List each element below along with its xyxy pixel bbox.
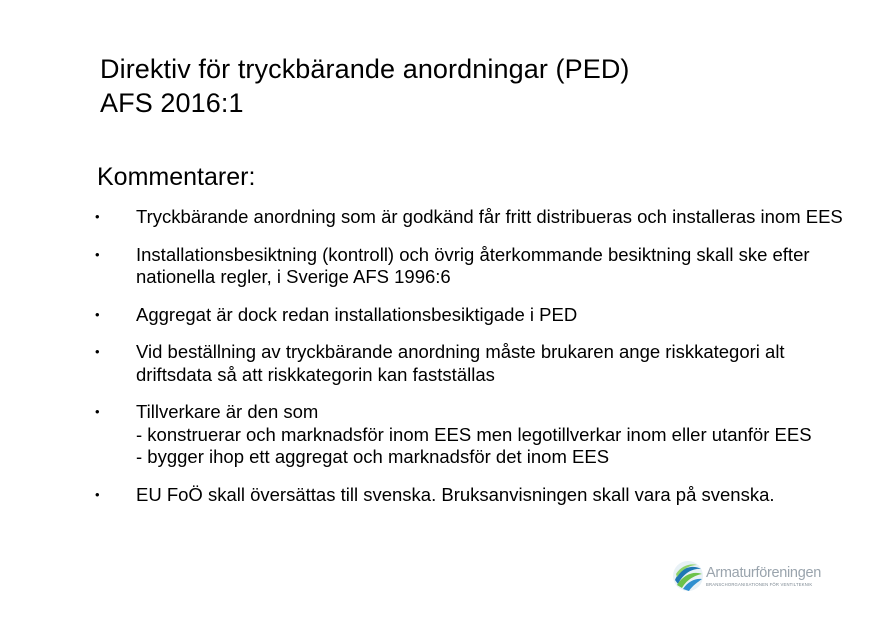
bullet-marker: • — [95, 246, 100, 262]
bullet-item — [95, 206, 855, 229]
bullet-text: EU FoÖ skall översättas till svenska. Bruksanvisningen skall vara på svenska. — [136, 483, 775, 505]
title-line-1: Direktiv för tryckbärande anordningar (PED) — [100, 54, 630, 84]
section-heading: Kommentarer: — [97, 163, 256, 191]
bullet-item — [95, 341, 855, 386]
bullet-item — [95, 304, 855, 327]
bullet-item — [95, 244, 855, 289]
bullet-marker: • — [95, 486, 100, 502]
bullet-text: Vid beställning av tryckbärande anordning måste brukaren ange riskkategori alt driftsdata så att riskkategorin kan fastställas — [136, 341, 785, 385]
bullet-text: Tillverkare är den som - konstruerar och marknadsför inom EES men legotillverkar inom eller utanför EES - bygger ihop ett aggregat och marknadsför det inom EES — [136, 401, 812, 467]
slide-title — [100, 52, 630, 120]
bullet-text: Tryckbärande anordning som är godkänd får fritt distribueras och installeras inom EES — [136, 206, 843, 227]
title-line-2: AFS 2016:1 — [100, 88, 244, 118]
bullet-text: Aggregat är dock redan installationsbesiktigade i PED — [136, 303, 578, 325]
bullet-marker: • — [95, 306, 100, 322]
bullet-marker: • — [95, 344, 100, 359]
bullet-item — [95, 401, 855, 469]
bullet-marker: • — [95, 404, 100, 419]
globe-logo-icon — [672, 560, 704, 592]
armaturforeningen-logo — [672, 558, 832, 594]
logo-tagline: BRANSCHORGANISATIONEN FÖR VENTILTEKNIK — [706, 581, 813, 587]
bullet-item — [95, 484, 855, 507]
bullet-list — [95, 206, 855, 521]
logo-text — [706, 565, 821, 588]
logo-name: Armaturföreningen — [706, 564, 821, 581]
bullet-text: Installationsbesiktning (kontroll) och övrig återkommande besiktning skall ske efter nationella regler, i Sverige AFS 1996:6 — [136, 243, 810, 287]
bullet-marker: • — [95, 209, 100, 224]
